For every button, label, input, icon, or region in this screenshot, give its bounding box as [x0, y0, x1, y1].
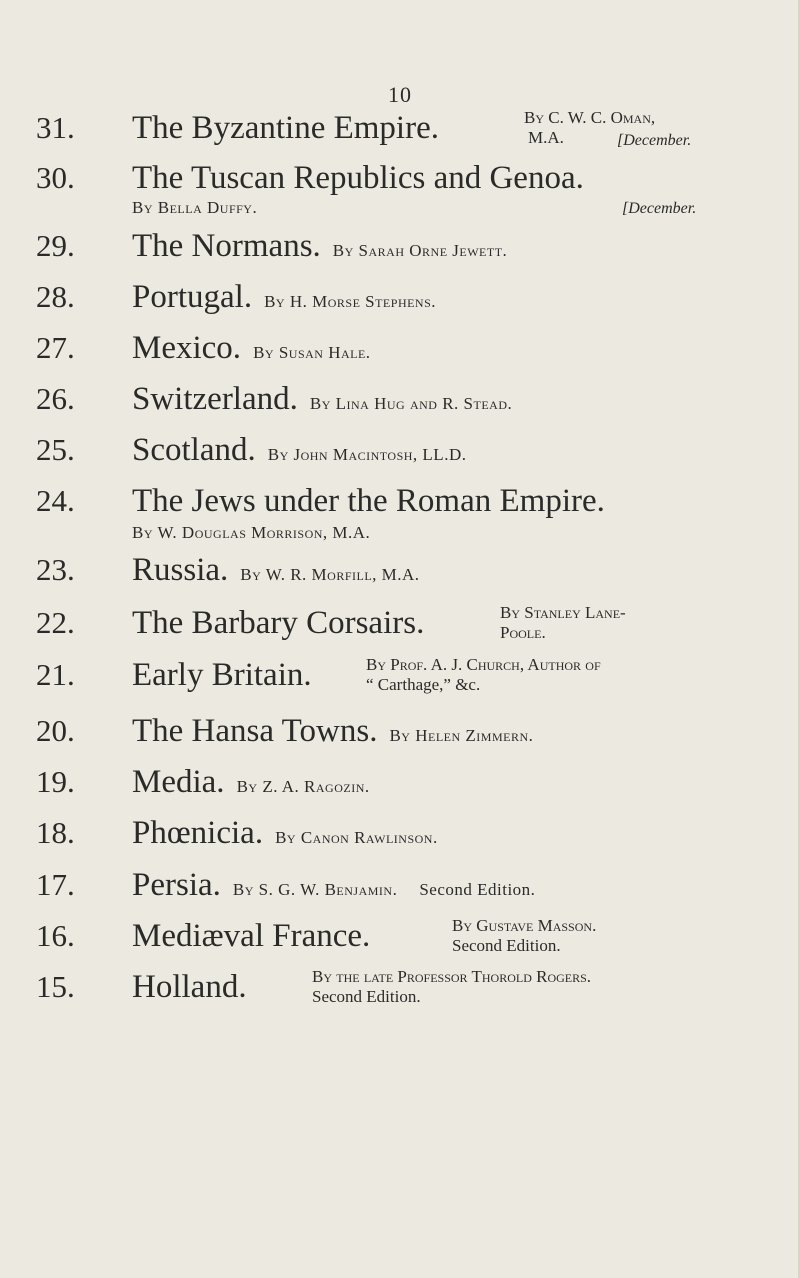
entry-number: 24.: [36, 483, 75, 518]
entry-number: 16.: [36, 918, 75, 953]
entry-title: The Barbary Corsairs.: [132, 605, 425, 641]
entry-title: Portugal.: [132, 279, 253, 315]
entry-author: By Prof. A. J. Church, Author of “ Carthage,” &c.: [366, 655, 601, 694]
entry-number: 23.: [36, 552, 75, 587]
entry-author: By Sarah Orne Jewett.: [332, 241, 508, 260]
entry-number: 28.: [36, 279, 75, 314]
entry-title: Holland.: [132, 969, 247, 1005]
entry-author: By S. G. W. Benjamin.: [232, 880, 398, 899]
entry-number: 27.: [36, 330, 75, 365]
entry-number: 30.: [36, 160, 75, 195]
page-number: 10: [388, 82, 412, 107]
entry-title: Switzerland.: [132, 381, 298, 417]
entry-title: The Byzantine Empire.: [132, 110, 439, 146]
entry-title: Scotland.: [132, 432, 256, 468]
entry-author: By Helen Zimmern.: [389, 726, 534, 745]
entry-author: By Bella Duffy.: [132, 198, 258, 217]
entry-author: By Lina Hug and R. Stead.: [309, 394, 513, 413]
entry-title: Mediæval France.: [132, 918, 371, 954]
entry-author: By John Macintosh, LL.D.: [267, 445, 467, 464]
entry-number: 31.: [36, 110, 75, 145]
entry-title: Persia.: [132, 867, 221, 903]
entry-author: By Stanley Lane- Poole.: [500, 603, 626, 642]
entry-number: 26.: [36, 381, 75, 416]
entry-author: By the late Professor Thorold Rogers. Second Edition.: [312, 967, 592, 1006]
entry-number: 29.: [36, 228, 75, 263]
entry-author: By Susan Hale.: [253, 343, 371, 362]
entry-date: [December.: [622, 200, 697, 217]
entry-author: By Z. A. Ragozin.: [236, 777, 370, 796]
entry-number: 20.: [36, 713, 75, 748]
entry-title: The Tuscan Republics and Genoa.: [132, 160, 584, 196]
entry-title: The Normans.: [132, 228, 321, 264]
entry-title: The Jews under the Roman Empire.: [132, 483, 605, 519]
entry-author: By C. W. C. Oman, M.A.: [524, 108, 656, 147]
entry-author: By Gustave Masson. Second Edition.: [452, 916, 597, 955]
entry-author: By W. Douglas Morrison, M.A.: [132, 523, 371, 542]
entry-date: [December.: [617, 132, 692, 149]
entry-title: Mexico.: [132, 330, 242, 366]
entry-number: 18.: [36, 815, 75, 850]
entry-number: 17.: [36, 867, 75, 902]
entry-author: By W. R. Morfill, M.A.: [240, 565, 420, 584]
entry-edition: Second Edition.: [419, 880, 536, 899]
entry-number: 22.: [36, 605, 75, 640]
entry-author: By Canon Rawlinson.: [275, 828, 438, 847]
entry-title: Early Britain.: [132, 657, 312, 693]
entry-title: Russia.: [132, 552, 229, 588]
entry-number: 19.: [36, 764, 75, 799]
entry-number: 21.: [36, 657, 75, 692]
entry-number: 25.: [36, 432, 75, 467]
entry-title: Phœnicia.: [132, 815, 264, 851]
entry-author: By H. Morse Stephens.: [264, 292, 437, 311]
entry-title: Media.: [132, 764, 225, 800]
entry-title: The Hansa Towns.: [132, 713, 378, 749]
entry-number: 15.: [36, 969, 75, 1004]
